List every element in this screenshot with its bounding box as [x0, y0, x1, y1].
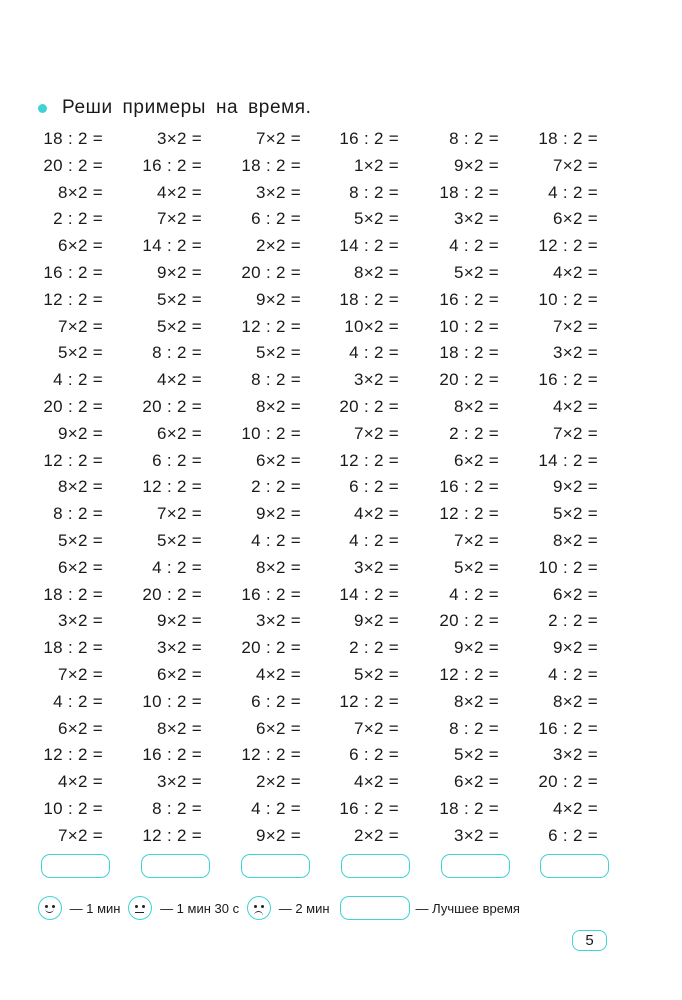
exercise-cell: 6 : 2 = — [251, 209, 301, 229]
exercise-cell: 12 : 2 = — [142, 477, 202, 497]
exercise-cell: 16 : 2 = — [339, 798, 399, 818]
exercise-cell: 8×2 = — [454, 691, 499, 711]
exercise-cell: 4 : 2 = — [548, 182, 598, 202]
exercise-cell: 4×2 = — [553, 396, 598, 416]
answer-box-col-3[interactable] — [241, 854, 310, 878]
exercise-cell: 5×2 = — [157, 530, 202, 550]
exercise-cell: 4 : 2 = — [251, 530, 301, 550]
exercise-cell: 8×2 = — [157, 718, 202, 738]
exercise-cell: 6×2 = — [553, 584, 598, 604]
exercise-cell: 18 : 2 = — [538, 129, 598, 148]
answer-box-col-6[interactable] — [540, 854, 609, 878]
exercise-cell: 5×2 = — [58, 530, 103, 550]
exercise-cell: 9×2 = — [454, 155, 499, 175]
exercise-cell: 20 : 2 = — [241, 262, 301, 282]
exercise-cell: 16 : 2 = — [43, 262, 103, 282]
exercise-row — [0, 340, 682, 367]
exercise-cell: 6×2 = — [454, 772, 499, 792]
exercise-cell: 16 : 2 = — [538, 718, 598, 738]
exercise-cell: 5×2 = — [58, 343, 103, 363]
exercise-cell: 6 : 2 = — [349, 745, 399, 765]
exercise-cell: 9×2 = — [58, 423, 103, 443]
exercise-cell: 3×2 = — [157, 772, 202, 792]
exercise-cell: 20 : 2 = — [142, 584, 202, 604]
exercise-cell: 6×2 = — [58, 557, 103, 577]
exercise-row — [0, 448, 682, 475]
exercise-cell: 4 : 2 = — [449, 584, 499, 604]
exercise-cell: 3×2 = — [354, 370, 399, 390]
exercise-row — [0, 394, 682, 421]
exercise-cell: 2 : 2 = — [53, 209, 103, 229]
exercise-cell: 9×2 = — [553, 477, 598, 497]
exercise-cell: 4×2 = — [58, 772, 103, 792]
exercise-cell: 18 : 2 = — [339, 289, 399, 309]
answer-box-col-2[interactable] — [141, 854, 210, 878]
exercise-row — [0, 716, 682, 743]
exercise-cell: 6 : 2 = — [152, 450, 202, 470]
exercise-cell: 3×2 = — [454, 209, 499, 229]
exercise-row — [0, 528, 682, 555]
exercise-cell: 8×2 = — [553, 691, 598, 711]
exercise-cell: 5×2 = — [157, 289, 202, 309]
exercise-cell: 4 : 2 = — [152, 557, 202, 577]
exercise-row — [0, 582, 682, 609]
exercise-cell: 8×2 = — [256, 396, 301, 416]
exercise-cell: 5×2 = — [354, 664, 399, 684]
exercise-row — [0, 823, 682, 850]
exercise-cell: 3×2 = — [58, 611, 103, 631]
exercise-cell: 3×2 = — [256, 182, 301, 202]
exercise-row — [0, 635, 682, 662]
exercise-cell: 2 : 2 = — [251, 477, 301, 497]
exercise-cell: 9×2 = — [256, 504, 301, 524]
exercise-cell: 2 : 2 = — [449, 423, 499, 443]
exercise-cell: 12 : 2 = — [241, 745, 301, 765]
instruction — [38, 96, 312, 120]
exercise-cell: 18 : 2 = — [241, 155, 301, 175]
exercise-cell: 3×2 = — [157, 129, 202, 148]
exercise-cell: 7×2 = — [58, 825, 103, 845]
exercise-cell: 10 : 2 = — [142, 691, 202, 711]
exercise-row — [0, 126, 682, 153]
exercise-cell: 7×2 = — [553, 155, 598, 175]
exercise-row — [0, 206, 682, 233]
exercise-cell: 9×2 = — [454, 638, 499, 658]
exercise-row — [0, 501, 682, 528]
exercise-cell: 8 : 2 = — [251, 370, 301, 390]
exercise-cell: 6×2 = — [58, 718, 103, 738]
exercise-cell: 3×2 = — [157, 638, 202, 658]
exercise-cell: 8×2 = — [256, 557, 301, 577]
exercise-row — [0, 555, 682, 582]
exercise-cell: 2 : 2 = — [548, 611, 598, 631]
exercise-cell: 20 : 2 = — [538, 772, 598, 792]
exercise-cell: 8×2 = — [58, 477, 103, 497]
exercise-cell: 20 : 2 = — [43, 396, 103, 416]
exercise-cell: 14 : 2 = — [339, 236, 399, 256]
exercise-row — [0, 689, 682, 716]
exercise-cell: 16 : 2 = — [142, 155, 202, 175]
exercise-cell: 4 : 2 = — [251, 798, 301, 818]
exercise-cell: 14 : 2 = — [538, 450, 598, 470]
exercise-cell: 7×2 = — [157, 504, 202, 524]
exercise-cell: 16 : 2 = — [439, 477, 499, 497]
exercise-cell: 4×2 = — [256, 664, 301, 684]
exercise-cell: 20 : 2 = — [339, 396, 399, 416]
exercise-row — [0, 153, 682, 180]
exercise-cell: 2×2 = — [256, 236, 301, 256]
exercise-cell: 8×2 = — [553, 530, 598, 550]
exercise-cell: 12 : 2 = — [142, 825, 202, 845]
exercise-cell: 16 : 2 = — [241, 584, 301, 604]
exercise-cell: 7×2 = — [58, 664, 103, 684]
exercise-cell: 10 : 2 = — [538, 557, 598, 577]
time-legend — [38, 894, 528, 922]
exercise-row — [0, 314, 682, 341]
exercise-grid — [0, 126, 682, 850]
exercise-cell: 7×2 = — [354, 423, 399, 443]
exercise-cell: 18 : 2 = — [43, 129, 103, 148]
exercise-cell: 16 : 2 = — [538, 370, 598, 390]
exercise-row — [0, 769, 682, 796]
smile-face-icon — [38, 896, 62, 920]
exercise-row — [0, 287, 682, 314]
exercise-cell: 10 : 2 = — [43, 798, 103, 818]
exercise-cell: 4×2 = — [157, 370, 202, 390]
exercise-cell: 16 : 2 = — [339, 129, 399, 148]
exercise-cell: 7×2 = — [354, 718, 399, 738]
sad-face-icon — [247, 896, 271, 920]
legend-smile-text: — 1 мин — [66, 900, 121, 916]
exercise-cell: 20 : 2 = — [241, 638, 301, 658]
exercise-cell: 12 : 2 = — [43, 450, 103, 470]
exercise-cell: 7×2 = — [454, 530, 499, 550]
exercise-cell: 3×2 = — [553, 745, 598, 765]
exercise-cell: 6 : 2 = — [251, 691, 301, 711]
exercise-row — [0, 421, 682, 448]
exercise-cell: 3×2 = — [553, 343, 598, 363]
best-time-box[interactable] — [340, 896, 410, 920]
exercise-cell: 4 : 2 = — [449, 236, 499, 256]
exercise-cell: 6 : 2 = — [548, 825, 598, 845]
exercise-cell: 8×2 = — [58, 182, 103, 202]
exercise-cell: 12 : 2 = — [339, 691, 399, 711]
exercise-cell: 4 : 2 = — [53, 370, 103, 390]
exercise-row — [0, 662, 682, 689]
legend-best-time-text: — Лучшее время — [415, 900, 520, 916]
exercise-cell: 4 : 2 = — [349, 343, 399, 363]
exercise-cell: 6×2 = — [157, 664, 202, 684]
exercise-row — [0, 608, 682, 635]
exercise-cell: 10 : 2 = — [439, 316, 499, 336]
exercise-cell: 18 : 2 = — [439, 343, 499, 363]
exercise-cell: 10 : 2 = — [538, 289, 598, 309]
exercise-cell: 5×2 = — [354, 209, 399, 229]
exercise-cell: 14 : 2 = — [339, 584, 399, 604]
exercise-cell: 3×2 = — [256, 611, 301, 631]
answer-box-col-5[interactable] — [441, 854, 510, 878]
exercise-cell: 8 : 2 = — [449, 129, 499, 148]
exercise-cell: 12 : 2 = — [339, 450, 399, 470]
exercise-cell: 9×2 = — [157, 611, 202, 631]
exercise-cell: 8 : 2 = — [349, 182, 399, 202]
exercise-cell: 9×2 = — [354, 611, 399, 631]
exercise-cell: 12 : 2 = — [439, 664, 499, 684]
neutral-face-icon — [128, 896, 152, 920]
exercise-cell: 18 : 2 = — [43, 584, 103, 604]
exercise-cell: 16 : 2 = — [439, 289, 499, 309]
exercise-cell: 14 : 2 = — [142, 236, 202, 256]
exercise-cell: 8 : 2 = — [152, 798, 202, 818]
exercise-cell: 8 : 2 = — [53, 504, 103, 524]
exercise-cell: 20 : 2 = — [439, 611, 499, 631]
exercise-cell: 4×2 = — [553, 262, 598, 282]
exercise-cell: 1×2 = — [354, 155, 399, 175]
exercise-row — [0, 367, 682, 394]
exercise-cell: 9×2 = — [256, 289, 301, 309]
exercise-cell: 5×2 = — [454, 557, 499, 577]
exercise-cell: 2×2 = — [354, 825, 399, 845]
exercise-row — [0, 233, 682, 260]
exercise-cell: 5×2 = — [256, 343, 301, 363]
exercise-cell: 7×2 = — [553, 423, 598, 443]
exercise-cell: 8 : 2 = — [152, 343, 202, 363]
exercise-cell: 4×2 = — [354, 772, 399, 792]
exercise-cell: 10 : 2 = — [241, 423, 301, 443]
answer-box-col-1[interactable] — [41, 854, 110, 878]
exercise-cell: 20 : 2 = — [43, 155, 103, 175]
exercise-cell: 6×2 = — [58, 236, 103, 256]
exercise-cell: 4 : 2 = — [548, 664, 598, 684]
exercise-cell: 4×2 = — [354, 504, 399, 524]
exercise-cell: 9×2 = — [256, 825, 301, 845]
instruction-text: Реши примеры на время. — [62, 97, 312, 118]
exercise-cell: 12 : 2 = — [43, 289, 103, 309]
exercise-cell: 7×2 = — [256, 129, 301, 148]
exercise-cell: 5×2 = — [157, 316, 202, 336]
exercise-cell: 8×2 = — [454, 396, 499, 416]
exercise-cell: 9×2 = — [157, 262, 202, 282]
exercise-cell: 4 : 2 = — [349, 530, 399, 550]
legend-neutral-text: — 1 мин 30 с — [156, 900, 240, 916]
exercise-row — [0, 742, 682, 769]
bullet-icon — [38, 104, 47, 113]
exercise-cell: 12 : 2 = — [241, 316, 301, 336]
exercise-cell: 20 : 2 = — [142, 396, 202, 416]
exercise-cell: 6×2 = — [553, 209, 598, 229]
exercise-cell: 5×2 = — [454, 262, 499, 282]
exercise-row — [0, 180, 682, 207]
exercise-cell: 3×2 = — [454, 825, 499, 845]
exercise-cell: 9×2 = — [553, 638, 598, 658]
exercise-row — [0, 260, 682, 287]
legend-sad-text: — 2 мин — [275, 900, 330, 916]
exercise-cell: 7×2 = — [553, 316, 598, 336]
exercise-cell: 12 : 2 = — [439, 504, 499, 524]
answer-box-col-4[interactable] — [341, 854, 410, 878]
exercise-cell: 5×2 = — [454, 745, 499, 765]
page-number: 5 — [572, 930, 607, 951]
exercise-cell: 4 : 2 = — [53, 691, 103, 711]
exercise-cell: 18 : 2 = — [439, 182, 499, 202]
exercise-cell: 2×2 = — [256, 772, 301, 792]
exercise-cell: 18 : 2 = — [43, 638, 103, 658]
exercise-cell: 4×2 = — [553, 798, 598, 818]
exercise-row — [0, 796, 682, 823]
exercise-cell: 18 : 2 = — [439, 798, 499, 818]
exercise-cell: 16 : 2 = — [142, 745, 202, 765]
exercise-cell: 6×2 = — [157, 423, 202, 443]
exercise-cell: 7×2 = — [157, 209, 202, 229]
exercise-cell: 10×2 = — [344, 316, 399, 336]
exercise-cell: 12 : 2 = — [43, 745, 103, 765]
exercise-cell: 6 : 2 = — [349, 477, 399, 497]
exercise-cell: 2 : 2 = — [349, 638, 399, 658]
exercise-row — [0, 474, 682, 501]
exercise-cell: 6×2 = — [256, 450, 301, 470]
exercise-cell: 6×2 = — [256, 718, 301, 738]
exercise-cell: 3×2 = — [354, 557, 399, 577]
exercise-cell: 4×2 = — [157, 182, 202, 202]
exercise-cell: 7×2 = — [58, 316, 103, 336]
exercise-cell: 20 : 2 = — [439, 370, 499, 390]
exercise-cell: 12 : 2 = — [538, 236, 598, 256]
exercise-cell: 8 : 2 = — [449, 718, 499, 738]
exercise-cell: 6×2 = — [454, 450, 499, 470]
exercise-cell: 5×2 = — [553, 504, 598, 524]
exercise-cell: 8×2 = — [354, 262, 399, 282]
